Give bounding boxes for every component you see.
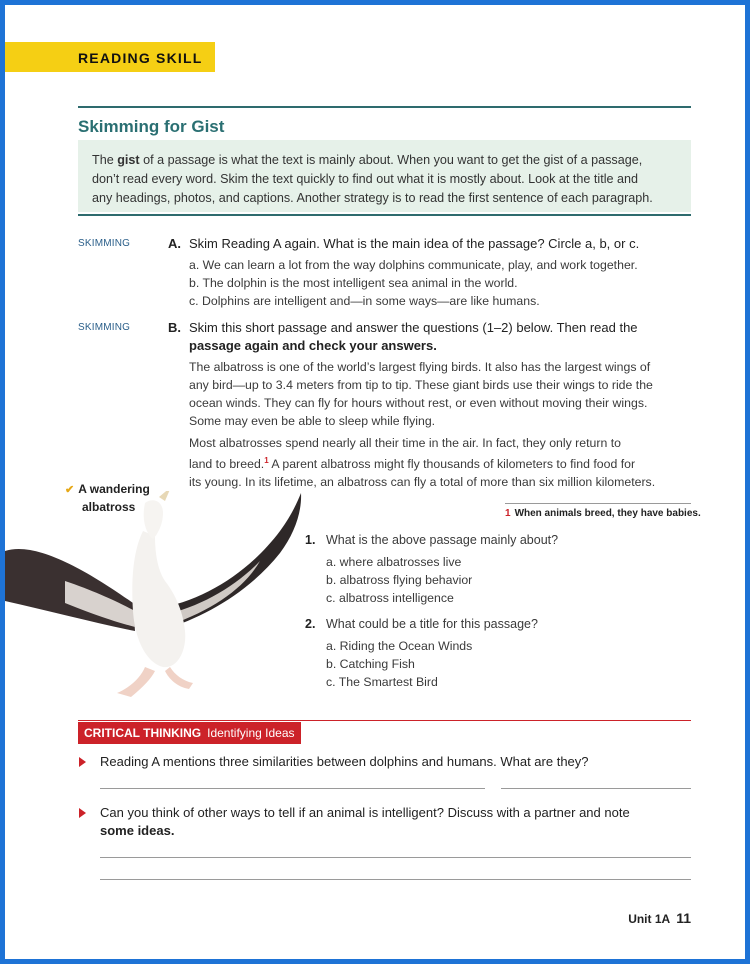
question-1-option-b[interactable]: b. albatross flying behavior bbox=[326, 573, 473, 587]
bullet-arrow-icon bbox=[79, 757, 86, 767]
textbook-page bbox=[5, 5, 745, 959]
skimming-tag-b: SKIMMING bbox=[78, 322, 131, 333]
para2-line-2-pre: land to breed. bbox=[189, 457, 265, 472]
footnote bbox=[505, 508, 701, 519]
critical-thinking-rule bbox=[78, 720, 691, 721]
question-2-text: What could be a title for this passage? bbox=[326, 617, 538, 631]
activity-a-letter: A. bbox=[168, 236, 181, 251]
critical-thinking-item-2-line2: some ideas. bbox=[100, 823, 175, 838]
gist-explanation bbox=[92, 151, 684, 208]
albatross-legs bbox=[117, 667, 155, 697]
question-1-option-a[interactable]: a. where albatrosses live bbox=[326, 555, 462, 569]
activity-a-option-a[interactable]: a. We can learn a lot from the way dolphins communicate, play, and work together. bbox=[189, 258, 638, 272]
banner-label: READING SKILL bbox=[78, 50, 203, 66]
critical-thinking-item-1: Reading A mentions three similarities between dolphins and humans. What are they? bbox=[100, 754, 589, 769]
section-title: Skimming for Gist bbox=[78, 117, 225, 136]
activity-b-prompt-line2: passage again and check your answers. bbox=[189, 338, 437, 353]
albatross-body bbox=[132, 531, 185, 667]
para1-line-2: any bird—up to 3.4 meters from tip to tip. These giant birds use their wings to ride the bbox=[189, 378, 653, 392]
footnote-text: When animals breed, they have babies. bbox=[514, 508, 701, 519]
page-number: 11 bbox=[676, 910, 691, 926]
albatross-beak bbox=[159, 491, 171, 501]
gist-line-1-post: of a passage is what the text is mainly about. When you want to get the gist of a passage, bbox=[139, 153, 643, 167]
caption-chevron-icon: ✔ bbox=[65, 484, 75, 496]
albatross-paragraph-1 bbox=[189, 358, 694, 430]
para2-line-1: Most albatrosses spend nearly all their time in the air. In fact, they only return to bbox=[189, 436, 621, 450]
critical-thinking-label: CRITICAL THINKING bbox=[84, 726, 202, 740]
para2-line-2-post: A parent albatross might fly thousands of kilometers to find food for bbox=[268, 457, 636, 472]
para1-line-1: The albatross is one of the world’s largest flying birds. It also has the largest wings of bbox=[189, 360, 651, 374]
question-1-number: 1. bbox=[305, 533, 316, 547]
page-footer bbox=[628, 910, 691, 926]
activity-a-option-b[interactable]: b. The dolphin is the most intelligent sea animal in the world. bbox=[189, 276, 518, 290]
question-2-option-c[interactable]: c. The Smartest Bird bbox=[326, 675, 438, 689]
footnote-rule bbox=[505, 503, 691, 504]
gist-line-3: any headings, photos, and captions. Another strategy is to read the first sentence of each paragraph. bbox=[92, 191, 653, 205]
gist-explanation-box bbox=[78, 140, 691, 212]
answer-line[interactable] bbox=[100, 788, 485, 789]
activity-a-prompt: Skim Reading A again. What is the main idea of the passage? Circle a, b, or c. bbox=[189, 236, 640, 251]
para1-line-4: Some may even be able to sleep while flying. bbox=[189, 414, 436, 428]
gist-line-1-pre: The bbox=[92, 153, 118, 167]
question-2-option-b[interactable]: b. Catching Fish bbox=[326, 657, 415, 671]
para1-line-3: ocean winds. They can fly for hours without rest, or even without moving their wings. bbox=[189, 396, 648, 410]
question-1-text: What is the above passage mainly about? bbox=[326, 533, 559, 547]
reading-skill-banner bbox=[5, 42, 215, 72]
albatross-leg-right bbox=[165, 667, 193, 689]
activity-b-letter: B. bbox=[168, 320, 181, 335]
caption-line-2: albatross bbox=[82, 500, 136, 514]
gist-line-2: don’t read every word. Skim the text quickly to find out what it is mostly about. Look at the title and bbox=[92, 172, 639, 186]
critical-thinking-header bbox=[78, 722, 301, 744]
question-2-number: 2. bbox=[305, 617, 316, 631]
answer-line[interactable] bbox=[100, 857, 691, 858]
skimming-tag-a: SKIMMING bbox=[78, 238, 131, 249]
activity-a-option-c[interactable]: c. Dolphins are intelligent and—in some ways—are like humans. bbox=[189, 294, 540, 308]
albatross-paragraph-2 bbox=[189, 434, 694, 491]
critical-thinking-sublabel: Identifying Ideas bbox=[207, 726, 295, 740]
answer-line[interactable] bbox=[501, 788, 691, 789]
question-1-option-c[interactable]: c. albatross intelligence bbox=[326, 591, 454, 605]
albatross-photo bbox=[5, 491, 305, 706]
unit-label: Unit 1A bbox=[628, 912, 671, 926]
footnote-number: 1 bbox=[505, 508, 511, 519]
question-2-option-a[interactable]: a. Riding the Ocean Winds bbox=[326, 639, 473, 653]
activity-b-prompt-line1: Skim this short passage and answer the questions (1–2) below. Then read the bbox=[189, 320, 638, 335]
top-rule bbox=[78, 106, 691, 108]
mid-rule bbox=[78, 214, 691, 216]
bullet-arrow-icon bbox=[79, 808, 86, 818]
answer-line[interactable] bbox=[100, 879, 691, 880]
critical-thinking-item-2-line1: Can you think of other ways to tell if an animal is intelligent? Discuss with a partner and note bbox=[100, 805, 630, 820]
footnote-marker: 1 bbox=[264, 456, 269, 465]
gist-keyword: gist bbox=[117, 153, 140, 167]
caption-line-1: A wandering bbox=[78, 482, 150, 496]
para2-line-3: its young. In its lifetime, an albatross can fly a total of more than six million kilometers. bbox=[189, 475, 656, 490]
